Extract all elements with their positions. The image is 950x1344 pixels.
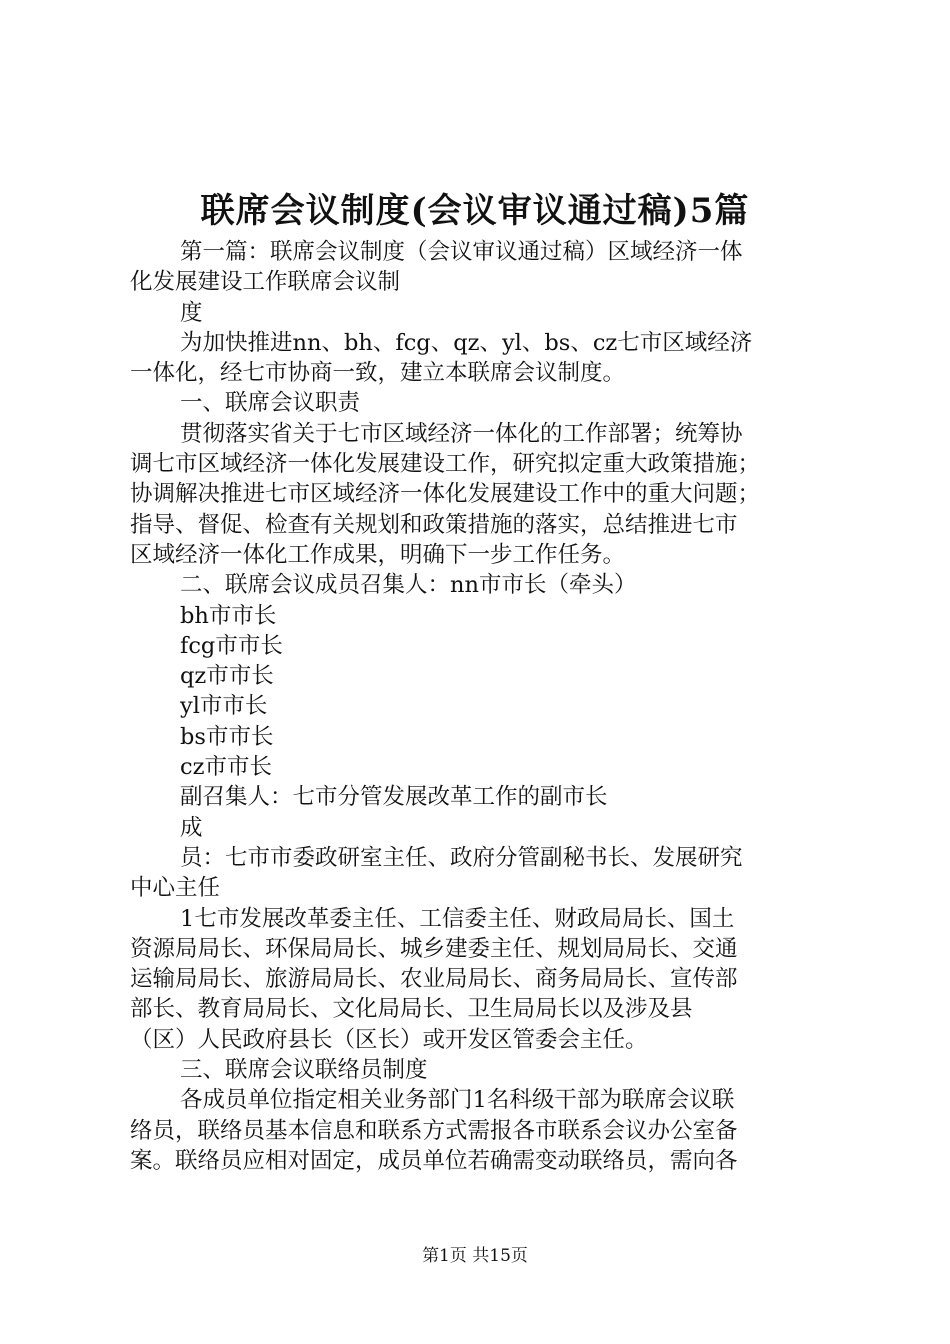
paragraph-line: 部长、教育局局长、文化局局长、卫生局局长以及涉及县	[130, 996, 693, 1023]
list-item: bh市市长	[180, 602, 277, 629]
document-title: 联席会议制度(会议审议通过稿)5篇	[200, 191, 750, 231]
list-item: qz市市长	[180, 663, 274, 690]
document-body	[130, 237, 830, 1176]
paragraph-line: （区）人民政府县长（区长）或开发区管委会主任。	[130, 1026, 648, 1053]
paragraph-line: 中心主任	[130, 875, 221, 902]
paragraph-line: 指导、督促、检查有关规划和政策措施的落实，总结推进七市	[130, 511, 738, 538]
paragraph-line: 度	[180, 299, 203, 326]
list-item: bs市市长	[180, 723, 274, 750]
paragraph-line: 资源局局长、环保局局长、城乡建委主任、规划局局长、交通	[130, 935, 738, 962]
page-number-footer: 第1页 共15页	[422, 1246, 528, 1266]
list-item: fcg市市长	[180, 632, 283, 659]
paragraph-line: 贯彻落实省关于七市区域经济一体化的工作部署；统筹协	[180, 420, 743, 447]
paragraph-line: 调七市区域经济一体化发展建设工作，研究拟定重大政策措施；	[130, 451, 761, 478]
section-heading: 二、联席会议成员召集人：nn市市长（牵头）	[180, 572, 637, 599]
paragraph-line: 一体化，经七市协商一致，建立本联席会议制度。	[130, 360, 626, 387]
paragraph-line: 络员，联络员基本信息和联系方式需报各市联系会议办公室备	[130, 1117, 738, 1144]
paragraph-line: 1七市发展改革委主任、工信委主任、财政局局长、国土	[180, 905, 735, 932]
paragraph-line: 各成员单位指定相关业务部门1名科级干部为联席会议联	[180, 1087, 735, 1114]
paragraph-line: 运输局局长、旅游局局长、农业局局长、商务局局长、宣传部	[130, 966, 738, 993]
section-heading: 三、联席会议联络员制度	[180, 1057, 428, 1084]
list-item: cz市市长	[180, 754, 272, 781]
paragraph-line: 协调解决推进七市区域经济一体化发展建设工作中的重大问题；	[130, 481, 761, 508]
list-item: yl市市长	[180, 693, 268, 720]
paragraph-line: 第一篇：联席会议制度（会议审议通过稿）区域经济一体	[180, 239, 743, 265]
section-heading: 一、联席会议职责	[180, 390, 361, 417]
paragraph-line: 区域经济一体化工作成果，明确下一步工作任务。	[130, 541, 626, 568]
paragraph-line: 成	[180, 814, 203, 841]
paragraph-line: 化发展建设工作联席会议制	[130, 269, 401, 296]
paragraph-line: 副召集人：七市分管发展改革工作的副市长	[180, 784, 608, 811]
paragraph-line: 案。联络员应相对固定，成员单位若确需变动联络员，需向各	[130, 1147, 738, 1174]
paragraph-line: 员：七市市委政研室主任、政府分管副秘书长、发展研究	[180, 844, 743, 871]
paragraph-line: 为加快推进nn、bh、fcg、qz、yl、bs、cz七市区域经济	[180, 329, 753, 356]
